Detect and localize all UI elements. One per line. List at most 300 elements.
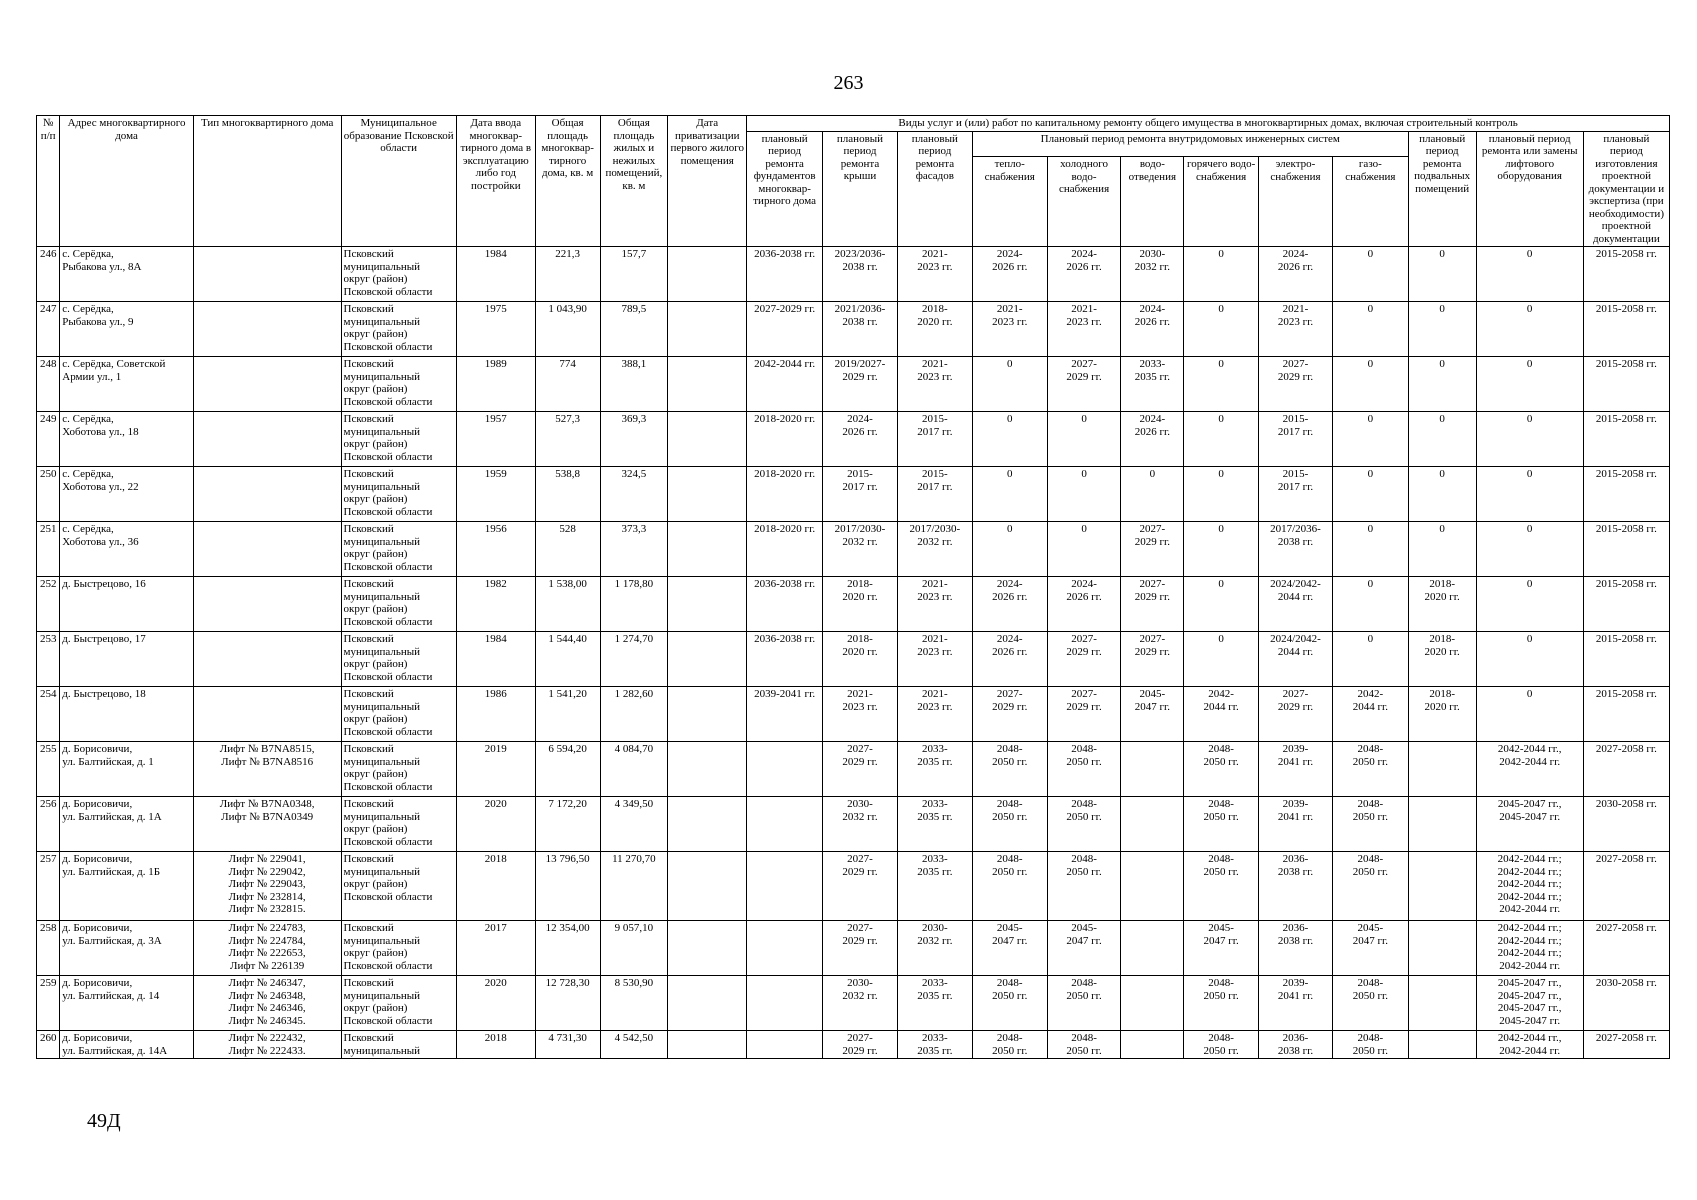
cell-total: 6 594,20 [535,742,600,797]
cell-elevator-line: 0 [1526,578,1533,590]
cell-elevator-line: 2042-2044 гг.; [1497,934,1562,947]
cell-elevator-line: 2042-2044 гг.; [1497,878,1562,890]
cell-premises: 789,5 [600,302,668,357]
cell-address-line: Хоботова ул., 22 [62,480,139,493]
cell-type-line: Лифт № 246346, [228,1002,306,1014]
cell-type [193,921,341,976]
cell-elevator-line: 2042-2044 гг. [1499,903,1561,915]
cell-priv [668,302,747,357]
cell-municipality-line: округ (район) [343,328,408,340]
cell-elevator-line: 2045-2047 гг. [1499,810,1561,823]
cell-basement-line: 0 [1439,303,1445,315]
cell-municipality-line: округ (район) [343,713,408,725]
cell-municipality-line: округ (район) [343,548,408,560]
cell-facade-line: 2015- [922,468,948,480]
cell-design [1583,797,1669,852]
cell-total: 528 [535,522,600,577]
cell-basement [1408,921,1476,976]
cell-gas-line: 2047 гг. [1352,934,1388,947]
cell-facade-line: 2017 гг. [917,425,953,438]
cell-address-line: д. Быстрецово, 18 [62,688,146,700]
cell-heat [972,976,1047,1031]
cell-address-line: с. Серёдка, [62,523,114,535]
cell-sewer-line: 2026 гг. [1134,315,1170,328]
cell-total: 1 544,40 [535,632,600,687]
cell-design-line: 2015-2058 гг. [1595,578,1657,590]
cell-total: 1 538,00 [535,577,600,632]
cell-heat [972,921,1047,976]
cell-municipality-line: округ (район) [343,658,408,670]
cell-elevator-line: 2045-2047 гг., [1497,798,1562,810]
cell-heat-line: 2021- [996,303,1023,315]
cell-sewer-line: 2029 гг. [1134,645,1170,658]
cell-heat-line: 2026 гг. [992,590,1028,603]
cell-cold [1047,797,1121,852]
cell-hot [1184,976,1259,1031]
cell-municipality-line: муниципальный [343,425,421,438]
cell-cold [1047,247,1121,302]
cell-hot [1184,632,1259,687]
cell-hot [1184,412,1259,467]
cell-hot-line: 2050 гг. [1203,989,1239,1002]
cell-cold-line: 2045- [1071,922,1097,934]
cell-municipality-line: Псковский [343,468,394,480]
cell-type [193,976,341,1031]
cell-basement-line: 2020 гг. [1424,645,1460,658]
cell-foundation [747,852,823,921]
cell-facade [897,976,972,1031]
cell-priv [668,1031,747,1059]
cell-elevator [1476,742,1583,797]
header-total-area: Общая площадь многоквар-тирного дома, кв. м [535,116,600,247]
table-row [37,357,1670,412]
cell-gas [1332,577,1408,632]
cell-priv [668,577,747,632]
cell-sewer [1121,921,1184,976]
cell-facade-line: 2018- [922,303,948,315]
cell-address [60,852,194,921]
cell-hot-line: 0 [1218,468,1224,480]
cell-gas [1332,742,1408,797]
cell-roof [823,247,898,302]
cell-design-line: 2027-2058 гг. [1595,743,1657,755]
cell-heat [972,632,1047,687]
cell-roof-line: 2029 гг. [842,1044,878,1057]
cell-hot-line: 0 [1218,413,1224,425]
cell-basement [1408,742,1476,797]
cell-municipality-line: Псковской области [343,615,433,628]
cell-municipality-line: Псковской области [343,670,433,683]
cell-address [60,357,194,412]
cell-basement [1408,302,1476,357]
cell-address-line: Рыбакова ул., 9 [62,315,134,328]
cell-elevator-line: 2042-2044 гг. [1499,755,1561,768]
cell-municipality-line: Псковской области [343,340,433,353]
cell-sewer-line: 2033- [1139,358,1166,370]
cell-sewer-line: 2045- [1139,688,1166,700]
cell-elevator [1476,852,1583,921]
cell-cold-line: 2050 гг. [1066,1044,1102,1057]
cell-municipality-line: Псковской области [343,959,433,972]
cell-year: 2017 [456,921,535,976]
cell-num: 259 [37,976,60,1031]
cell-type-line: Лифт № B7NA8515, [219,743,315,755]
cell-facade-line: 2030- [922,922,948,934]
cell-address [60,467,194,522]
cell-electric [1259,742,1333,797]
cell-cold [1047,357,1121,412]
cell-facade-line: 2032 гг. [917,535,953,548]
cell-municipality-line: Псковской области [343,1014,433,1027]
cell-sewer [1121,522,1184,577]
cell-heat-line: 2048- [996,977,1023,989]
cell-gas [1332,522,1408,577]
cell-design-line: 2015-2058 гг. [1595,413,1657,425]
cell-design [1583,247,1669,302]
cell-type-line: Лифт № 232814, [228,890,306,903]
cell-basement-line: 0 [1439,358,1445,370]
cell-cold-line: 2050 гг. [1066,989,1102,1002]
cell-sewer [1121,632,1184,687]
cell-hot [1184,247,1259,302]
cell-facade [897,247,972,302]
cell-basement-line: 0 [1439,413,1445,425]
cell-priv [668,247,747,302]
cell-municipality-line: муниципальный [343,865,421,878]
cell-municipality [341,852,456,921]
cell-foundation-line: 2036-2038 гг. [754,633,816,645]
cell-cold-line: 2027- [1071,358,1097,370]
cell-sewer [1121,467,1184,522]
cell-basement [1408,687,1476,742]
cell-gas [1332,797,1408,852]
cell-municipality-line: муниципальный [343,755,421,768]
cell-electric-line: 2036- [1282,922,1309,934]
cell-facade [897,742,972,797]
cell-elevator-line: 2042-2044 гг. [1499,1044,1561,1057]
cell-facade [897,687,972,742]
cell-municipality-line: округ (район) [343,603,408,615]
cell-municipality [341,522,456,577]
cell-foundation [747,742,823,797]
cell-gas-line: 2050 гг. [1352,810,1388,823]
cell-type-line: Лифт № 222432, [228,1032,306,1044]
cell-basement [1408,412,1476,467]
cell-year: 1986 [456,687,535,742]
cell-type-line: Лифт № 222433. [228,1044,306,1057]
cell-gas-line: 0 [1367,248,1374,260]
cell-basement-line: 2020 гг. [1424,590,1460,603]
cell-municipality-line: муниципальный [343,480,421,493]
cell-municipality-line: муниципальный [343,315,421,328]
cell-roof [823,632,898,687]
cell-municipality-line: округ (район) [343,438,408,450]
cell-heat [972,577,1047,632]
cell-facade [897,632,972,687]
cell-premises: 1 274,70 [600,632,668,687]
cell-type [193,412,341,467]
header-elevator: плановый период ремонта или замены лифтового оборудования [1476,131,1583,247]
cell-gas-line: 2048- [1357,853,1384,865]
cell-municipality [341,632,456,687]
cell-address-line: ул. Балтийская, д. 14 [62,989,160,1002]
cell-electric-line: 2038 гг. [1277,535,1314,548]
cell-type-line: Лифт № 226139 [230,959,305,972]
cell-electric-line: 2029 гг. [1277,370,1314,383]
cell-roof-line: 2018- [847,633,873,645]
table-row [37,522,1670,577]
cell-basement [1408,976,1476,1031]
cell-address-line: д. Быстрецово, 16 [62,578,146,590]
cell-premises: 373,3 [600,522,668,577]
cell-heat-line: 2050 гг. [992,1044,1028,1057]
cell-municipality-line: Псковской области [343,890,433,903]
cell-foundation [747,797,823,852]
cell-premises: 4 084,70 [600,742,668,797]
cell-gas-line: 2050 гг. [1352,865,1388,878]
cell-foundation [747,522,823,577]
cell-sewer [1121,247,1184,302]
cell-elevator-line: 0 [1526,248,1533,260]
cell-electric-line: 2017 гг. [1277,425,1314,438]
cell-type [193,357,341,412]
cell-municipality-line: округ (район) [343,878,408,890]
cell-type-line: Лифт № 222653, [228,947,306,959]
cell-num: 260 [37,1031,60,1059]
cell-foundation [747,412,823,467]
table-row [37,921,1670,976]
cell-address [60,921,194,976]
cell-hot-line: 0 [1218,248,1224,260]
cell-address-line: Армии ул., 1 [62,370,122,383]
cell-roof-line: 2023/2036- [834,248,886,260]
cell-type [193,797,341,852]
cell-premises: 1 282,60 [600,687,668,742]
cell-design-line: 2015-2058 гг. [1595,688,1657,700]
cell-sewer-line: 0 [1149,468,1156,480]
cell-elevator-line: 2045-2047 гг., [1497,1002,1562,1014]
cell-gas-line: 2048- [1357,743,1384,755]
cell-heat [972,1031,1047,1059]
cell-heat-line: 2048- [996,743,1023,755]
cell-facade [897,921,972,976]
cell-hot-line: 2044 гг. [1203,700,1239,713]
cell-heat-line: 2026 гг. [992,260,1028,273]
cell-gas-line: 0 [1367,523,1374,535]
cell-facade-line: 2032 гг. [917,934,953,947]
cell-gas [1332,921,1408,976]
page-number: 263 [833,72,864,94]
header-heat: тепло-снабжения [972,157,1047,247]
cell-num: 249 [37,412,60,467]
cell-sewer [1121,1031,1184,1059]
cell-elevator-line: 0 [1526,633,1533,645]
cell-gas-line: 2048- [1357,1032,1384,1044]
cell-hot-line: 2048- [1208,1032,1234,1044]
cell-gas [1332,1031,1408,1059]
cell-heat [972,412,1047,467]
cell-premises: 324,5 [600,467,668,522]
cell-design [1583,921,1669,976]
cell-cold-line: 0 [1081,468,1087,480]
header-works-group: Виды услуг и (или) работ по капитальному ремонту общего имущества в многоквартирных домах, включая строительный контроль [747,116,1670,132]
cell-electric [1259,357,1333,412]
cell-elevator-line: 0 [1526,303,1533,315]
cell-roof-line: 2029 гг. [842,865,878,878]
cell-elevator [1476,357,1583,412]
cell-municipality-line: Псковский [343,922,394,934]
cell-municipality-line: Псковской области [343,835,433,848]
cell-type-line: Лифт № 224784, [228,934,306,947]
cell-roof-line: 2029 гг. [842,934,878,947]
cell-elevator-line: 2042-2044 гг.; [1497,890,1562,903]
cell-foundation-line: 2036-2038 гг. [754,578,816,590]
cell-municipality [341,742,456,797]
cell-electric-line: 2024/2042- [1270,633,1321,645]
cell-cold-line: 0 [1081,413,1087,425]
cell-premises: 4 542,50 [600,1031,668,1059]
cell-year: 1956 [456,522,535,577]
cell-facade-line: 2021- [922,248,948,260]
cell-foundation [747,1031,823,1059]
cell-year: 1989 [456,357,535,412]
cell-type-line: Лифт № 229042, [228,865,306,878]
cell-elevator-line: 2045-2047 гг., [1497,989,1562,1002]
cell-roof-line: 2032 гг. [842,810,878,823]
cell-electric [1259,412,1333,467]
cell-gas-line: 2050 гг. [1352,989,1388,1002]
cell-roof-line: 2023 гг. [842,700,878,713]
table-row [37,577,1670,632]
cell-basement [1408,357,1476,412]
cell-hot [1184,1031,1259,1059]
cell-total: 527,3 [535,412,600,467]
cell-total: 774 [535,357,600,412]
cell-heat [972,742,1047,797]
cell-cold [1047,921,1121,976]
cell-municipality [341,921,456,976]
cell-cold-line: 2027- [1071,688,1097,700]
cell-sewer [1121,412,1184,467]
cell-cold [1047,976,1121,1031]
cell-municipality [341,357,456,412]
cell-electric-line: 2036- [1282,1032,1309,1044]
cell-sewer [1121,976,1184,1031]
cell-municipality-line: округ (район) [343,383,408,395]
cell-elevator [1476,797,1583,852]
cell-municipality-line: Псковский [343,578,394,590]
header-design: плановый период изготовления проектной документации и экспертиза (при необходимости) проектной документации [1583,131,1669,247]
cell-address-line: д. Борисовичи, [62,922,133,934]
cell-heat-line: 2045- [996,922,1023,934]
cell-elevator-line: 0 [1526,468,1533,480]
cell-facade-line: 2033- [922,798,948,810]
cell-address [60,412,194,467]
cell-year: 1984 [456,247,535,302]
cell-sewer-line: 2024- [1139,303,1166,315]
cell-basement-line: 2018- [1429,578,1455,590]
cell-elevator [1476,302,1583,357]
table-row [37,467,1670,522]
cell-cold [1047,742,1121,797]
cell-heat [972,247,1047,302]
cell-hot-line: 2050 гг. [1203,755,1239,768]
cell-hot-line: 2045- [1208,922,1234,934]
cell-type [193,247,341,302]
cell-municipality-line: округ (район) [343,273,408,285]
cell-hot-line: 2042- [1208,688,1234,700]
cell-elevator [1476,921,1583,976]
cell-facade [897,412,972,467]
cell-sewer-line: 2027- [1139,523,1166,535]
cell-gas-line: 2048- [1357,977,1384,989]
table-row [37,632,1670,687]
cell-foundation [747,976,823,1031]
cell-basement-line: 2018- [1429,688,1455,700]
cell-cold-line: 2047 гг. [1066,934,1102,947]
cell-sewer-line: 2027- [1139,578,1166,590]
cell-basement [1408,247,1476,302]
cell-electric-line: 2038 гг. [1277,1044,1314,1057]
cell-type [193,467,341,522]
cell-heat-line: 2050 гг. [992,989,1028,1002]
cell-address-line: д. Борисовичи, [62,798,133,810]
cell-electric-line: 2015- [1282,468,1309,480]
cell-elevator [1476,412,1583,467]
cell-heat [972,357,1047,412]
cell-year: 2018 [456,852,535,921]
cell-electric-line: 2038 гг. [1277,934,1314,947]
cell-municipality-line: муниципальный [343,989,421,1002]
cell-municipality [341,976,456,1031]
header-basement: плановый период ремонта подвальных помещений [1408,131,1476,247]
cell-roof [823,852,898,921]
cell-municipality-line: округ (район) [343,493,408,505]
cell-elevator-line: 2042-2044 гг. [1499,959,1561,972]
cell-hot-line: 0 [1218,633,1224,645]
cell-design [1583,522,1669,577]
cell-foundation [747,467,823,522]
cell-design [1583,742,1669,797]
cell-municipality-line: Псковский [343,743,394,755]
cell-municipality-line: округ (район) [343,947,408,959]
cell-elevator-line: 2042-2044 гг.; [1497,922,1562,934]
cell-cold-line: 2024- [1071,578,1097,590]
cell-gas-line: 0 [1367,578,1374,590]
cell-electric-line: 2041 гг. [1277,989,1314,1002]
cell-design [1583,852,1669,921]
cell-total: 12 354,00 [535,921,600,976]
cell-type-line: Лифт № B7NA8516 [221,755,314,768]
cell-roof [823,976,898,1031]
header-num: № п/п [37,116,60,247]
cell-total: 1 043,90 [535,302,600,357]
cell-type [193,1031,341,1059]
cell-facade-line: 2033- [922,853,948,865]
table-row [37,302,1670,357]
document-code: 49Д [87,1110,121,1132]
cell-gas [1332,302,1408,357]
cell-num: 256 [37,797,60,852]
cell-design-line: 2027-2058 гг. [1595,1032,1657,1044]
cell-electric-line: 2015- [1282,413,1309,425]
cell-priv [668,632,747,687]
cell-premises: 157,7 [600,247,668,302]
header-sewer: водо-отведения [1121,157,1184,247]
cell-heat-line: 2047 гг. [992,934,1028,947]
cell-heat-line: 0 [1006,468,1013,480]
cell-electric [1259,577,1333,632]
